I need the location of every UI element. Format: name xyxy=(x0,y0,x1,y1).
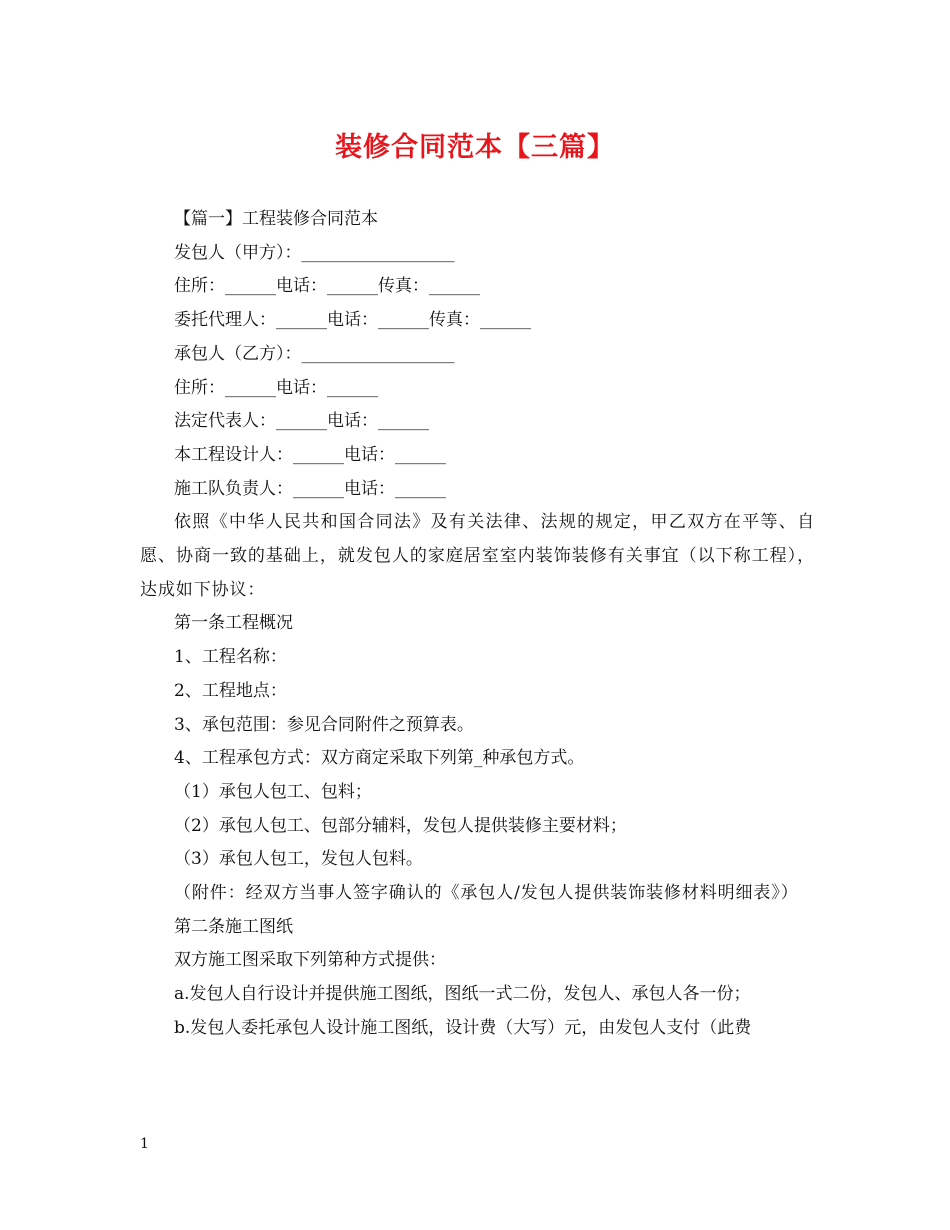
drawing-option-a: a.发包人自行设计并提供施工图纸，图纸一式二份，发包人、承包人各一份； xyxy=(174,984,751,1005)
designer-line: 本工程设计人：______电话：______ xyxy=(174,444,446,465)
party-a-line: 发包人（甲方）：__________________ xyxy=(174,242,455,263)
article-two-heading: 第二条施工图纸 xyxy=(174,916,293,937)
section-heading: 【篇一】工程装修合同范本 xyxy=(174,209,378,229)
page-number: 1 xyxy=(140,1136,149,1152)
mode-option-2: （2）承包人包工、包部分辅料，发包人提供装修主要材料； xyxy=(174,815,627,836)
document-title: 装修合同范本【三篇】 xyxy=(335,132,615,163)
article-one-heading: 第一条工程概况 xyxy=(174,613,293,634)
agent-line: 委托代理人：______电话：______传真：______ xyxy=(174,310,531,331)
mode-option-3: （3）承包人包工，发包人包料。 xyxy=(174,849,423,870)
mode-option-1: （1）承包人包工、包料； xyxy=(174,781,372,802)
preamble-paragraph: 依照《中华人民共和国合同法》及有关法律、法规的规定，甲乙双方在平等、自愿、协商一致的基础上，就发包人的家庭居室室内装饰装修有关事宜（以下称工程），达成如下协议： xyxy=(140,512,815,600)
party-b-line: 承包人（乙方）：__________________ xyxy=(174,343,455,364)
project-name-line: 1、工程名称： xyxy=(174,647,287,668)
team-leader-line: 施工队负责人：______电话：______ xyxy=(174,478,446,499)
project-location-line: 2、工程地点： xyxy=(174,680,287,701)
party-b-address-line: 住所：______电话：______ xyxy=(174,377,378,398)
attachment-note: （附件：经双方当事人签字确认的《承包人/发包人提供装饰装修材料明细表》） xyxy=(174,883,799,904)
drawing-method-line: 双方施工图采取下列第种方式提供： xyxy=(174,950,446,971)
legal-rep-line: 法定代表人：______电话：______ xyxy=(174,411,429,432)
party-a-address-line: 住所：______电话：______传真：______ xyxy=(174,276,480,297)
scope-line: 3、承包范围：参见合同附件之预算表。 xyxy=(174,714,474,735)
document-body xyxy=(140,203,815,1046)
contract-mode-line: 4、工程承包方式：双方商定采取下列第_种承包方式。 xyxy=(174,748,585,769)
drawing-option-b: b.发包人委托承包人设计施工图纸，设计费（大写）元，由发包人支付（此费 xyxy=(174,1017,752,1038)
